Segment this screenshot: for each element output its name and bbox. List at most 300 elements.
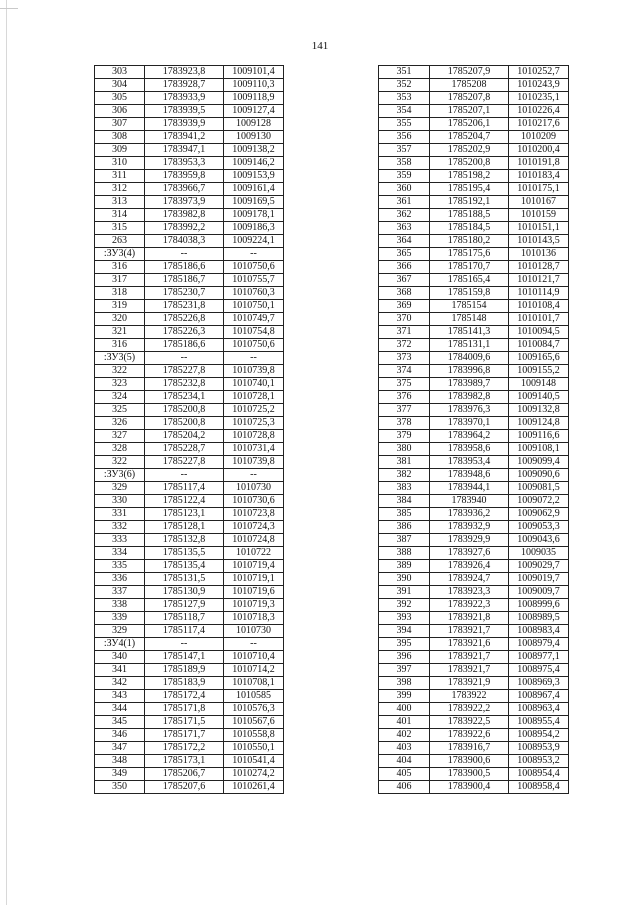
- table-row: [379, 300, 569, 313]
- table-row: [95, 534, 284, 547]
- x-coordinate-cell: 1783921,8: [430, 612, 509, 625]
- x-coordinate-cell: 1785206,1: [430, 118, 509, 131]
- x-coordinate-cell: 1783964,2: [430, 430, 509, 443]
- table-row: [95, 664, 284, 677]
- point-number-cell: 321: [95, 326, 145, 339]
- x-coordinate-cell: 1783941,2: [145, 131, 224, 144]
- point-number-cell: 319: [95, 300, 145, 313]
- table-row: [95, 599, 284, 612]
- x-coordinate-cell: 1783928,7: [145, 79, 224, 92]
- x-coordinate-cell: 1783992,2: [145, 222, 224, 235]
- x-coordinate-cell: 1785228,7: [145, 443, 224, 456]
- table-row: [95, 378, 284, 391]
- y-coordinate-cell: 1010550,1: [224, 742, 284, 755]
- x-coordinate-cell: 1785128,1: [145, 521, 224, 534]
- table-row: [95, 326, 284, 339]
- x-coordinate-cell: 1783932,9: [430, 521, 509, 534]
- x-coordinate-cell: 1785172,2: [145, 742, 224, 755]
- table-row: [379, 612, 569, 625]
- table-row: [95, 469, 284, 482]
- y-coordinate-cell: 1009081,5: [509, 482, 569, 495]
- x-coordinate-cell: 1785159,8: [430, 287, 509, 300]
- point-number-cell: 405: [379, 768, 430, 781]
- y-coordinate-cell: 1008955,4: [509, 716, 569, 729]
- point-number-cell: 308: [95, 131, 145, 144]
- y-coordinate-cell: 1010719,3: [224, 599, 284, 612]
- x-coordinate-cell: 1785131,1: [430, 339, 509, 352]
- y-coordinate-cell: 1009161,4: [224, 183, 284, 196]
- x-coordinate-cell: 1783982,8: [430, 391, 509, 404]
- y-coordinate-cell: 1008963,4: [509, 703, 569, 716]
- table-row: [379, 118, 569, 131]
- table-row: [379, 404, 569, 417]
- y-coordinate-cell: --: [224, 469, 284, 482]
- y-coordinate-cell: 1008977,1: [509, 651, 569, 664]
- y-coordinate-cell: 1010725,2: [224, 404, 284, 417]
- point-number-cell: 312: [95, 183, 145, 196]
- y-coordinate-cell: 1010167: [509, 196, 569, 209]
- x-coordinate-cell: 1785175,6: [430, 248, 509, 261]
- point-number-cell: 339: [95, 612, 145, 625]
- point-number-cell: 343: [95, 690, 145, 703]
- x-coordinate-cell: 1783936,2: [430, 508, 509, 521]
- point-number-cell: 380: [379, 443, 430, 456]
- point-number-cell: 306: [95, 105, 145, 118]
- x-coordinate-cell: 1784038,3: [145, 235, 224, 248]
- point-number-cell: 363: [379, 222, 430, 235]
- y-coordinate-cell: 1010728,1: [224, 391, 284, 404]
- point-number-cell: 315: [95, 222, 145, 235]
- x-coordinate-cell: --: [145, 352, 224, 365]
- y-coordinate-cell: 1010567,6: [224, 716, 284, 729]
- table-row: [379, 144, 569, 157]
- y-coordinate-cell: 1008954,2: [509, 729, 569, 742]
- x-coordinate-cell: 1785122,4: [145, 495, 224, 508]
- y-coordinate-cell: 1008958,4: [509, 781, 569, 794]
- point-number-cell: 309: [95, 144, 145, 157]
- table-row: [95, 547, 284, 560]
- coordinates-table-right: [378, 65, 569, 794]
- y-coordinate-cell: 1010143,5: [509, 235, 569, 248]
- y-coordinate-cell: 1009072,2: [509, 495, 569, 508]
- table-row: [95, 430, 284, 443]
- x-coordinate-cell: 1785195,4: [430, 183, 509, 196]
- x-coordinate-cell: 1785189,9: [145, 664, 224, 677]
- x-coordinate-cell: 1785183,9: [145, 677, 224, 690]
- x-coordinate-cell: 1785186,6: [145, 261, 224, 274]
- x-coordinate-cell: 1785127,9: [145, 599, 224, 612]
- point-number-cell: 322: [95, 456, 145, 469]
- x-coordinate-cell: 1783948,6: [430, 469, 509, 482]
- table-row: [95, 261, 284, 274]
- table-row: [379, 521, 569, 534]
- point-number-cell: 377: [379, 404, 430, 417]
- table-row: [379, 690, 569, 703]
- table-row: [95, 417, 284, 430]
- point-number-cell: 401: [379, 716, 430, 729]
- x-coordinate-cell: 1785118,7: [145, 612, 224, 625]
- table-row: [95, 66, 284, 79]
- point-number-cell: 369: [379, 300, 430, 313]
- x-coordinate-cell: 1783900,5: [430, 768, 509, 781]
- table-row: [95, 209, 284, 222]
- table-row: [379, 508, 569, 521]
- x-coordinate-cell: 1783922,3: [430, 599, 509, 612]
- y-coordinate-cell: 1010739,8: [224, 365, 284, 378]
- point-number-cell: 357: [379, 144, 430, 157]
- x-coordinate-cell: 1785230,7: [145, 287, 224, 300]
- point-number-cell: 393: [379, 612, 430, 625]
- table-row: [379, 443, 569, 456]
- point-number-cell: 392: [379, 599, 430, 612]
- table-row: [95, 365, 284, 378]
- y-coordinate-cell: 1010151,1: [509, 222, 569, 235]
- table-row: [95, 560, 284, 573]
- y-coordinate-cell: 1009019,7: [509, 573, 569, 586]
- table-row: [379, 482, 569, 495]
- table-row: [379, 209, 569, 222]
- table-row: [379, 157, 569, 170]
- table-row: [379, 456, 569, 469]
- y-coordinate-cell: 1010217,6: [509, 118, 569, 131]
- table-row: [95, 612, 284, 625]
- y-coordinate-cell: 1010710,4: [224, 651, 284, 664]
- y-coordinate-cell: 1010261,4: [224, 781, 284, 794]
- point-number-cell: 329: [95, 482, 145, 495]
- x-coordinate-cell: 1785207,1: [430, 105, 509, 118]
- y-coordinate-cell: 1010730: [224, 625, 284, 638]
- y-coordinate-cell: 1008954,4: [509, 768, 569, 781]
- x-coordinate-cell: 1783923,8: [145, 66, 224, 79]
- y-coordinate-cell: 1010730,6: [224, 495, 284, 508]
- point-number-cell: 389: [379, 560, 430, 573]
- table-row: [379, 248, 569, 261]
- table-row: [379, 651, 569, 664]
- point-number-cell: 318: [95, 287, 145, 300]
- point-number-cell: 326: [95, 417, 145, 430]
- point-number-cell: 314: [95, 209, 145, 222]
- point-number-cell: 307: [95, 118, 145, 131]
- x-coordinate-cell: 1785171,5: [145, 716, 224, 729]
- y-coordinate-cell: 1010121,7: [509, 274, 569, 287]
- point-number-cell: :ЗУ4(1): [95, 638, 145, 651]
- point-number-cell: 400: [379, 703, 430, 716]
- x-coordinate-cell: 1785147,1: [145, 651, 224, 664]
- y-coordinate-cell: 1009127,4: [224, 105, 284, 118]
- y-coordinate-cell: 1008999,6: [509, 599, 569, 612]
- table-row: [379, 586, 569, 599]
- point-number-cell: 336: [95, 573, 145, 586]
- y-coordinate-cell: 1010722: [224, 547, 284, 560]
- y-coordinate-cell: 1009178,1: [224, 209, 284, 222]
- point-number-cell: 399: [379, 690, 430, 703]
- table-row: [379, 196, 569, 209]
- y-coordinate-cell: --: [224, 248, 284, 261]
- table-row: [95, 482, 284, 495]
- y-coordinate-cell: 1009124,8: [509, 417, 569, 430]
- x-coordinate-cell: 1783953,3: [145, 157, 224, 170]
- point-number-cell: 304: [95, 79, 145, 92]
- y-coordinate-cell: 1008979,4: [509, 638, 569, 651]
- point-number-cell: 371: [379, 326, 430, 339]
- x-coordinate-cell: 1785141,3: [430, 326, 509, 339]
- x-coordinate-cell: 1783996,8: [430, 365, 509, 378]
- point-number-cell: 323: [95, 378, 145, 391]
- x-coordinate-cell: 1784009,6: [430, 352, 509, 365]
- table-row: [379, 430, 569, 443]
- y-coordinate-cell: 1010226,4: [509, 105, 569, 118]
- table-row: [95, 144, 284, 157]
- x-coordinate-cell: 1783939,5: [145, 105, 224, 118]
- y-coordinate-cell: 1009165,6: [509, 352, 569, 365]
- table-row: [379, 261, 569, 274]
- point-number-cell: 362: [379, 209, 430, 222]
- y-coordinate-cell: 1008953,9: [509, 742, 569, 755]
- x-coordinate-cell: 1783921,7: [430, 625, 509, 638]
- table-row: [95, 508, 284, 521]
- y-coordinate-cell: 1010191,8: [509, 157, 569, 170]
- x-coordinate-cell: 1785227,8: [145, 365, 224, 378]
- y-coordinate-cell: 1010760,3: [224, 287, 284, 300]
- table-row: [95, 781, 284, 794]
- table-body-left: [95, 66, 284, 794]
- table-row: [379, 716, 569, 729]
- table-row: [379, 105, 569, 118]
- point-number-cell: 329: [95, 625, 145, 638]
- table-row: [95, 105, 284, 118]
- point-number-cell: 388: [379, 547, 430, 560]
- table-row: [95, 131, 284, 144]
- x-coordinate-cell: --: [145, 638, 224, 651]
- x-coordinate-cell: 1783921,9: [430, 677, 509, 690]
- table-row: [379, 729, 569, 742]
- point-number-cell: 310: [95, 157, 145, 170]
- table-body-right: [379, 66, 569, 794]
- table-row: [95, 274, 284, 287]
- x-coordinate-cell: 1785184,5: [430, 222, 509, 235]
- point-number-cell: 328: [95, 443, 145, 456]
- point-number-cell: 364: [379, 235, 430, 248]
- table-row: [379, 469, 569, 482]
- point-number-cell: 354: [379, 105, 430, 118]
- point-number-cell: 381: [379, 456, 430, 469]
- x-coordinate-cell: 1783944,1: [430, 482, 509, 495]
- point-number-cell: 337: [95, 586, 145, 599]
- page-edge-line: [6, 0, 7, 905]
- table-row: [379, 131, 569, 144]
- y-coordinate-cell: 1010252,7: [509, 66, 569, 79]
- point-number-cell: 403: [379, 742, 430, 755]
- x-coordinate-cell: 1785226,8: [145, 313, 224, 326]
- y-coordinate-cell: 1009035: [509, 547, 569, 560]
- point-number-cell: 397: [379, 664, 430, 677]
- y-coordinate-cell: --: [224, 638, 284, 651]
- point-number-cell: 386: [379, 521, 430, 534]
- point-number-cell: 303: [95, 66, 145, 79]
- point-number-cell: 351: [379, 66, 430, 79]
- x-coordinate-cell: 1785198,2: [430, 170, 509, 183]
- y-coordinate-cell: 1009128: [224, 118, 284, 131]
- x-coordinate-cell: 1783922: [430, 690, 509, 703]
- point-number-cell: 376: [379, 391, 430, 404]
- point-number-cell: 346: [95, 729, 145, 742]
- table-row: [379, 755, 569, 768]
- x-coordinate-cell: 1785207,8: [430, 92, 509, 105]
- y-coordinate-cell: 1009148: [509, 378, 569, 391]
- table-row: [379, 378, 569, 391]
- point-number-cell: 341: [95, 664, 145, 677]
- y-coordinate-cell: 1008975,4: [509, 664, 569, 677]
- y-coordinate-cell: 1010108,4: [509, 300, 569, 313]
- point-number-cell: 311: [95, 170, 145, 183]
- table-row: [95, 755, 284, 768]
- coordinates-table-left: [94, 65, 284, 794]
- table-row: [95, 677, 284, 690]
- table-row: [95, 339, 284, 352]
- point-number-cell: 332: [95, 521, 145, 534]
- table-row: [379, 222, 569, 235]
- point-number-cell: 406: [379, 781, 430, 794]
- y-coordinate-cell: 1010183,4: [509, 170, 569, 183]
- x-coordinate-cell: 1783940: [430, 495, 509, 508]
- table-row: [95, 729, 284, 742]
- table-row: [379, 560, 569, 573]
- x-coordinate-cell: 1783966,7: [145, 183, 224, 196]
- x-coordinate-cell: 1783959,8: [145, 170, 224, 183]
- point-number-cell: 334: [95, 547, 145, 560]
- point-number-cell: 320: [95, 313, 145, 326]
- y-coordinate-cell: 1010728,8: [224, 430, 284, 443]
- y-coordinate-cell: 1010750,6: [224, 261, 284, 274]
- point-number-cell: 398: [379, 677, 430, 690]
- x-coordinate-cell: 1785148: [430, 313, 509, 326]
- point-number-cell: 263: [95, 235, 145, 248]
- table-row: [95, 235, 284, 248]
- y-coordinate-cell: 1010718,3: [224, 612, 284, 625]
- point-number-cell: 350: [95, 781, 145, 794]
- point-number-cell: 305: [95, 92, 145, 105]
- table-row: [95, 287, 284, 300]
- table-row: [379, 547, 569, 560]
- point-number-cell: 317: [95, 274, 145, 287]
- x-coordinate-cell: 1783922,5: [430, 716, 509, 729]
- x-coordinate-cell: 1783947,1: [145, 144, 224, 157]
- point-number-cell: 394: [379, 625, 430, 638]
- y-coordinate-cell: 1010128,7: [509, 261, 569, 274]
- y-coordinate-cell: 1010235,1: [509, 92, 569, 105]
- point-number-cell: 324: [95, 391, 145, 404]
- x-coordinate-cell: 1785117,4: [145, 482, 224, 495]
- table-row: [379, 703, 569, 716]
- table-row: [95, 170, 284, 183]
- point-number-cell: 385: [379, 508, 430, 521]
- point-number-cell: 361: [379, 196, 430, 209]
- point-number-cell: 370: [379, 313, 430, 326]
- y-coordinate-cell: 1009138,2: [224, 144, 284, 157]
- x-coordinate-cell: 1783989,7: [430, 378, 509, 391]
- y-coordinate-cell: 1010719,4: [224, 560, 284, 573]
- y-coordinate-cell: 1008953,2: [509, 755, 569, 768]
- y-coordinate-cell: 1009101,4: [224, 66, 284, 79]
- y-coordinate-cell: 1009169,5: [224, 196, 284, 209]
- point-number-cell: 345: [95, 716, 145, 729]
- point-number-cell: 316: [95, 261, 145, 274]
- point-number-cell: 322: [95, 365, 145, 378]
- x-coordinate-cell: 1785130,9: [145, 586, 224, 599]
- y-coordinate-cell: 1010750,1: [224, 300, 284, 313]
- x-coordinate-cell: 1783924,7: [430, 573, 509, 586]
- x-coordinate-cell: 1785170,7: [430, 261, 509, 274]
- x-coordinate-cell: 1783953,4: [430, 456, 509, 469]
- x-coordinate-cell: 1783933,9: [145, 92, 224, 105]
- y-coordinate-cell: 1008983,4: [509, 625, 569, 638]
- table-row: [95, 313, 284, 326]
- y-coordinate-cell: 1009146,2: [224, 157, 284, 170]
- table-row: [95, 391, 284, 404]
- table-row: [95, 586, 284, 599]
- y-coordinate-cell: 1010731,4: [224, 443, 284, 456]
- table-row: [95, 638, 284, 651]
- table-row: [95, 183, 284, 196]
- table-row: [379, 781, 569, 794]
- y-coordinate-cell: 1009029,7: [509, 560, 569, 573]
- y-coordinate-cell: 1010243,9: [509, 79, 569, 92]
- x-coordinate-cell: 1783927,6: [430, 547, 509, 560]
- y-coordinate-cell: --: [224, 352, 284, 365]
- y-coordinate-cell: 1009090,6: [509, 469, 569, 482]
- x-coordinate-cell: 1783922,6: [430, 729, 509, 742]
- x-coordinate-cell: 1785172,4: [145, 690, 224, 703]
- table-row: [379, 365, 569, 378]
- point-number-cell: 367: [379, 274, 430, 287]
- page-corner-mark: [0, 8, 18, 9]
- x-coordinate-cell: 1783900,4: [430, 781, 509, 794]
- x-coordinate-cell: 1785180,2: [430, 235, 509, 248]
- table-row: [379, 66, 569, 79]
- point-number-cell: 374: [379, 365, 430, 378]
- point-number-cell: 378: [379, 417, 430, 430]
- y-coordinate-cell: 1010750,6: [224, 339, 284, 352]
- point-number-cell: 404: [379, 755, 430, 768]
- x-coordinate-cell: 1783970,1: [430, 417, 509, 430]
- point-number-cell: 349: [95, 768, 145, 781]
- x-coordinate-cell: 1783921,6: [430, 638, 509, 651]
- x-coordinate-cell: 1785231,8: [145, 300, 224, 313]
- point-number-cell: 372: [379, 339, 430, 352]
- table-row: [379, 638, 569, 651]
- y-coordinate-cell: 1010714,2: [224, 664, 284, 677]
- table-row: [379, 170, 569, 183]
- y-coordinate-cell: 1008967,4: [509, 690, 569, 703]
- point-number-cell: 356: [379, 131, 430, 144]
- point-number-cell: 396: [379, 651, 430, 664]
- x-coordinate-cell: 1783921,7: [430, 651, 509, 664]
- point-number-cell: 395: [379, 638, 430, 651]
- x-coordinate-cell: 1785132,8: [145, 534, 224, 547]
- table-row: [379, 287, 569, 300]
- y-coordinate-cell: 1010175,1: [509, 183, 569, 196]
- table-row: [379, 352, 569, 365]
- point-number-cell: :ЗУ3(5): [95, 352, 145, 365]
- x-coordinate-cell: 1785227,8: [145, 456, 224, 469]
- y-coordinate-cell: 1009108,1: [509, 443, 569, 456]
- y-coordinate-cell: 1010101,7: [509, 313, 569, 326]
- point-number-cell: 347: [95, 742, 145, 755]
- x-coordinate-cell: 1785173,1: [145, 755, 224, 768]
- x-coordinate-cell: 1783982,8: [145, 209, 224, 222]
- point-number-cell: 327: [95, 430, 145, 443]
- x-coordinate-cell: 1785117,4: [145, 625, 224, 638]
